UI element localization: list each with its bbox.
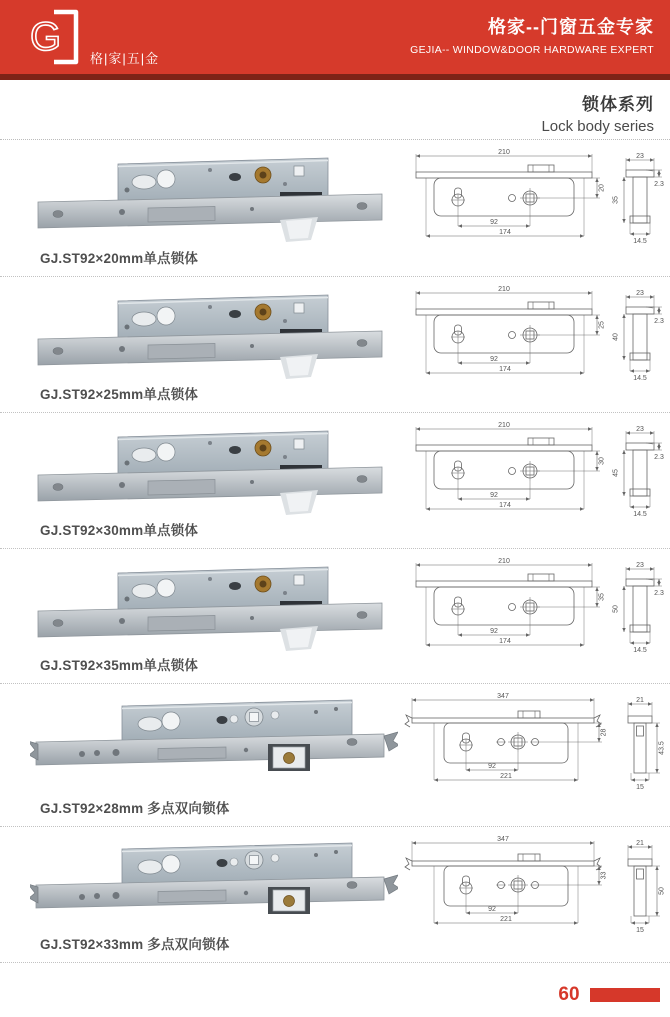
svg-text:210: 210 [498, 422, 510, 429]
brand-logo [26, 5, 86, 69]
keyhole-circle [157, 579, 175, 597]
lock-photo-svg [30, 692, 398, 788]
keyhole-slot [138, 860, 162, 874]
svg-text:92: 92 [490, 492, 498, 499]
product-list [0, 139, 670, 963]
svg-text:92: 92 [488, 763, 496, 770]
svg-text:30: 30 [598, 457, 606, 465]
series-title-block [541, 90, 654, 135]
svg-text:92: 92 [490, 219, 498, 226]
brand-name-cn: 格|家|五|金 [90, 51, 160, 66]
svg-text:45: 45 [612, 469, 620, 477]
deadbolt-slot [158, 747, 226, 760]
product-row [0, 549, 670, 684]
keyhole-cutout [459, 876, 473, 894]
technical-drawing [400, 419, 670, 521]
page-footer [558, 984, 660, 1005]
product-code-label: GJ.ST92×28mm 多点双向锁体 [40, 801, 230, 816]
svg-text:28: 28 [600, 728, 608, 737]
lock-photo [30, 285, 398, 381]
svg-text:43.5: 43.5 [658, 741, 666, 755]
svg-text:50: 50 [658, 887, 666, 895]
svg-text:35: 35 [598, 593, 606, 601]
page-number-bar [590, 988, 660, 1002]
svg-text:347: 347 [497, 836, 509, 843]
spindle-hole [508, 875, 528, 895]
svg-text:14.5: 14.5 [633, 647, 647, 654]
technical-drawing-svg [400, 690, 670, 792]
series-title-en: Lock body series [541, 118, 654, 135]
technical-drawing-svg [400, 419, 670, 521]
svg-text:15: 15 [636, 784, 644, 791]
product-row [0, 684, 670, 827]
header-title-cn: 格家--门窗五金专家 [488, 17, 654, 37]
deadbolt-slot [148, 616, 215, 632]
keyhole-slot [132, 175, 156, 189]
deadbolt-slot [158, 890, 226, 903]
technical-drawing-svg [400, 146, 670, 248]
product-row [0, 140, 670, 277]
logo-monogram-icon [26, 5, 86, 69]
deadbolt-slot [148, 207, 215, 223]
product-code-label: GJ.ST92×25mm单点锁体 [40, 387, 199, 402]
svg-text:15: 15 [636, 927, 644, 934]
svg-text:35: 35 [612, 196, 620, 204]
svg-text:210: 210 [498, 286, 510, 293]
roller-pin [284, 896, 295, 907]
technical-drawing-svg [400, 833, 670, 935]
svg-text:14.5: 14.5 [633, 511, 647, 518]
keyhole-circle [157, 307, 175, 325]
keyhole-circle [157, 170, 175, 188]
svg-text:221: 221 [500, 773, 512, 780]
svg-text:50: 50 [612, 605, 620, 613]
svg-text:23: 23 [636, 562, 644, 569]
svg-text:33: 33 [600, 871, 608, 880]
series-title-cn: 锁体系列 [582, 95, 654, 114]
technical-drawing [400, 146, 670, 248]
lock-photo-svg [30, 148, 398, 244]
hook-bolt-right [384, 732, 398, 751]
svg-text:2.3: 2.3 [654, 181, 664, 188]
product-code-label: GJ.ST92×33mm 多点双向锁体 [40, 937, 230, 952]
svg-text:23: 23 [636, 426, 644, 433]
keyhole-slot [132, 448, 156, 462]
hook-bolt-right [384, 875, 398, 894]
keyhole-slot [132, 312, 156, 326]
product-code-label: GJ.ST92×20mm单点锁体 [40, 251, 199, 266]
technical-drawing-svg [400, 283, 670, 385]
roller-pin [284, 753, 295, 764]
svg-text:210: 210 [498, 149, 510, 156]
keyhole-cutout [459, 733, 473, 751]
technical-drawing-svg [400, 555, 670, 657]
keyhole-circle [162, 855, 180, 873]
svg-text:25: 25 [598, 321, 606, 329]
svg-text:20: 20 [598, 184, 606, 192]
keyhole-cutout [451, 325, 465, 343]
product-row [0, 827, 670, 963]
lock-photo [30, 148, 398, 244]
keyhole-circle [162, 712, 180, 730]
svg-text:2.3: 2.3 [654, 318, 664, 325]
header-title-en: GEJIA-- WINDOW&DOOR HARDWARE EXPERT [410, 44, 654, 56]
lock-photo [30, 692, 398, 788]
keyhole-slot [132, 584, 156, 598]
product-row [0, 277, 670, 413]
keyhole-cutout [451, 597, 465, 615]
spindle-hole [508, 732, 528, 752]
header-title-block [410, 13, 654, 56]
svg-text:174: 174 [499, 638, 511, 645]
technical-drawing [400, 690, 670, 792]
technical-drawing [400, 833, 670, 935]
svg-text:23: 23 [636, 153, 644, 160]
svg-text:92: 92 [490, 628, 498, 635]
hook-bolt-left [30, 741, 38, 760]
deadbolt-slot [148, 344, 215, 360]
svg-text:14.5: 14.5 [633, 375, 647, 382]
svg-text:2.3: 2.3 [654, 454, 664, 461]
spindle-square [250, 713, 259, 722]
keyhole-slot [138, 717, 162, 731]
technical-drawing [400, 283, 670, 385]
svg-text:221: 221 [500, 916, 512, 923]
technical-drawing [400, 555, 670, 657]
svg-text:92: 92 [490, 356, 498, 363]
svg-text:174: 174 [499, 229, 511, 236]
spindle-square [250, 856, 259, 865]
lock-photo [30, 835, 398, 931]
page-number: 60 [558, 984, 580, 1005]
svg-text:92: 92 [488, 906, 496, 913]
product-code-label: GJ.ST92×35mm单点锁体 [40, 658, 199, 673]
lock-photo [30, 557, 398, 653]
banner-stripe [0, 74, 670, 80]
svg-text:21: 21 [636, 697, 644, 704]
svg-text:21: 21 [636, 840, 644, 847]
svg-text:174: 174 [499, 502, 511, 509]
svg-text:14.5: 14.5 [633, 238, 647, 245]
keyhole-cutout [451, 188, 465, 206]
keyhole-cutout [451, 461, 465, 479]
svg-text:174: 174 [499, 366, 511, 373]
svg-text:347: 347 [497, 693, 509, 700]
keyhole-circle [157, 443, 175, 461]
product-row [0, 413, 670, 549]
lock-photo [30, 421, 398, 517]
lock-photo-svg [30, 421, 398, 517]
deadbolt-slot [148, 480, 215, 496]
svg-text:23: 23 [636, 290, 644, 297]
hook-bolt-left [30, 884, 38, 903]
lock-photo-svg [30, 835, 398, 931]
product-code-label: GJ.ST92×30mm单点锁体 [40, 523, 199, 538]
svg-text:210: 210 [498, 558, 510, 565]
lock-photo-svg [30, 285, 398, 381]
svg-text:G: G [30, 15, 62, 59]
lock-photo-svg [30, 557, 398, 653]
svg-text:2.3: 2.3 [654, 590, 664, 597]
header-banner [0, 0, 670, 74]
svg-text:40: 40 [612, 333, 620, 341]
